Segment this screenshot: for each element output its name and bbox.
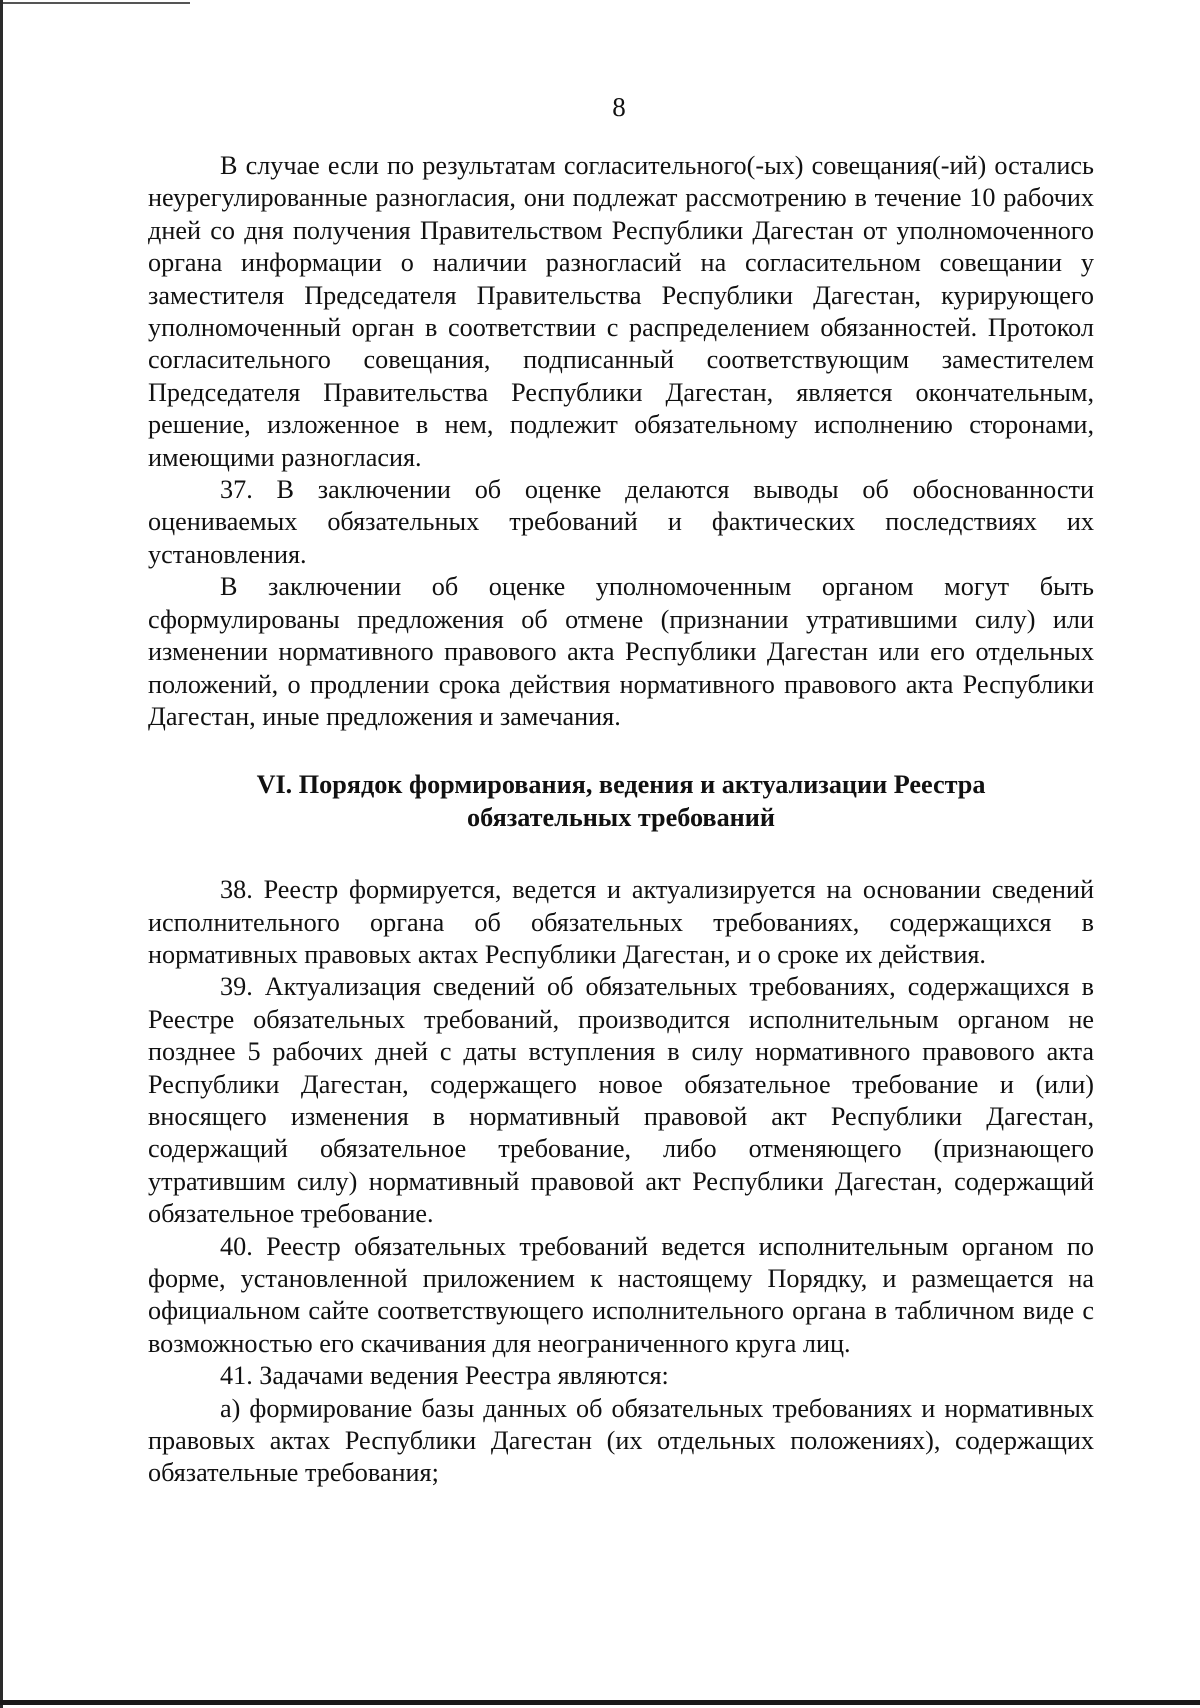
page-number: 8	[612, 92, 626, 122]
scan-left-edge	[0, 0, 3, 1708]
paragraph-39: 39. Актуализация сведений об обязательных требованиях, содержащихся в Реестре обязательных требований, производится исполнительным органом не позднее 5 рабочих дней с даты вступления в силу нормативного правового акта Республики Дагестан, содержащего новое обязательное требование и (или) вносящего изменения в нормативный правовой акт Республики Дагестан, содержащий обязательное требование, либо отменяющего (признающего утратившим силу) нормативный правовой акт Республики Дагестан, содержащий обязательное требование.	[148, 972, 1094, 1229]
section-heading-line2: обязательных требований	[467, 802, 775, 832]
paragraph-37: 37. В заключении об оценке делаются выводы об обоснованности оцениваемых обязательных требований и фактических последствиях их установления.	[148, 475, 1094, 569]
paragraph-38: 38. Реестр формируется, ведется и актуализируется на основании сведений исполнительного органа об обязательных требованиях, содержащихся в нормативных правовых актах Республики Дагестан, и о сроке их действия.	[148, 875, 1094, 969]
document-body	[148, 150, 1094, 1490]
scan-bottom-edge	[0, 1700, 1200, 1705]
section-heading	[148, 769, 1094, 834]
paragraph: В случае если по результатам согласительного(-ых) совещания(-ий) остались неурегулированные разногласия, они подлежат рассмотрению в течение 10 рабочих дней со дня получения Правительством Республики Дагестан от уполномоченного органа информации о наличии разногласий на согласительном совещании у заместителя Председателя Правительства Республики Дагестан, курирующего уполномоченный орган в соответствии с распределением обязанностей. Протокол согласительного совещания, подписанный соответствующим заместителем Председателя Правительства Республики Дагестан, является окончательным, решение, изложенное в нем, подлежит обязательному исполнению сторонами, имеющими разногласия.	[148, 151, 1094, 472]
paragraph-41-a: а) формирование базы данных об обязательных требованиях и нормативных правовых актах Республики Дагестан (их отдельных положениях), содержащих обязательные требования;	[148, 1393, 1094, 1488]
paragraph-41: 41. Задачами ведения Реестра являются:	[220, 1361, 669, 1391]
scan-edge-mark	[0, 2, 190, 4]
paragraph-40: 40. Реестр обязательных требований ведется исполнительным органом по форме, установленной приложением к настоящему Порядку, и размещается на официальном сайте соответствующего исполнительного органа в табличном виде с возможностью его скачивания для неограниченного круга лиц.	[148, 1231, 1094, 1358]
paragraph: В заключении об оценке уполномоченным органом могут быть сформулированы предложения об отмене (признании утратившими силу) или изменении нормативного правового акта Республики Дагестан или его отдельных положений, о продлении срока действия нормативного правового акта Республики Дагестан, иные предложения и замечания.	[148, 572, 1094, 731]
section-heading-line1: VI. Порядок формирования, ведения и актуализации Реестра	[256, 770, 986, 800]
